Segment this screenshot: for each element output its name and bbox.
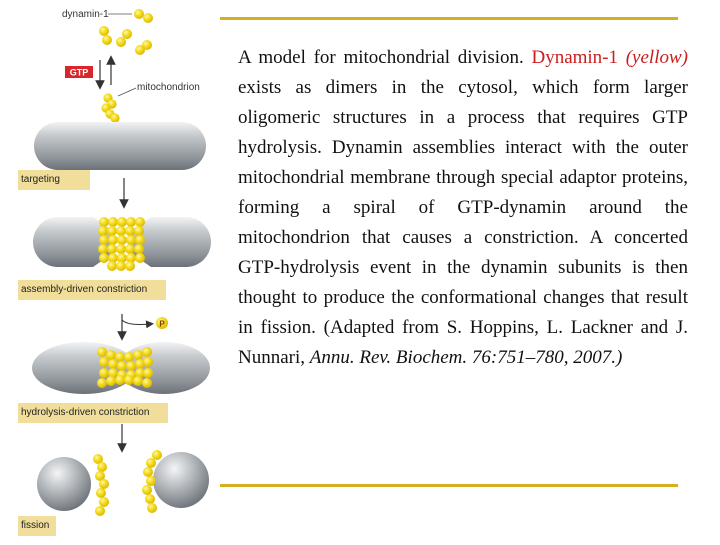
dynamin-label: dynamin-1	[62, 9, 109, 20]
caption-journal: Annu. Rev. Biochem.	[309, 347, 468, 368]
caption-dynamin-term: Dynamin-1	[531, 47, 626, 68]
phosphate-label: P	[159, 319, 165, 329]
caption-body: exists as dimers in the cytosol, which form larger oligomeric structures in a process that requires GTP hydrolysis. Dynamin assemblies interact with the outer mitochondrial membrane through special adaptor proteins, forming a spiral of GTP-dynamin around the mitochondrion that causes a constriction. A concerted GTP-hydrolysis event in the dynamin subunits is then thought to produce the conformational changes that result in fission. (Adapted from S. Hoppins, L. Lackner and J. Nunnari,	[238, 77, 688, 368]
stage-label-text: hydrolysis-driven constriction	[21, 407, 150, 418]
stage-label-targeting	[18, 170, 90, 190]
mitochondrion-leader-line	[118, 88, 136, 96]
caption-yellow-note: (yellow)	[625, 47, 688, 68]
top-rule	[220, 17, 678, 20]
stage-label-hydrolysis	[18, 403, 168, 423]
gtp-badge-label: GTP	[69, 67, 89, 78]
mitochondrion-label: mitochondrion	[137, 82, 200, 93]
phosphate-release-arrow	[122, 320, 150, 325]
stage-label-assembly	[18, 280, 166, 300]
figure-caption	[238, 43, 688, 373]
dynamin-released-left	[93, 454, 109, 516]
bottom-rule	[220, 484, 678, 487]
mitochondrion-intact	[34, 122, 206, 170]
stage-label-text: assembly-driven constriction	[21, 284, 148, 295]
caption-intro: A model for mitochondrial division.	[238, 47, 532, 68]
daughter-mitochondrion-left	[37, 457, 91, 511]
stage-label-fission	[18, 516, 56, 536]
dynamin-spiral-assembled	[98, 217, 145, 271]
figure-drawing	[0, 0, 215, 540]
daughter-mitochondrion-right	[153, 452, 209, 508]
caption-citation-volume: 76:751–780, 2007.)	[471, 347, 623, 368]
mitochondrial-division-figure	[0, 0, 215, 540]
stage-label-text: fission	[21, 520, 50, 531]
stage-label-text: targeting	[21, 174, 60, 185]
